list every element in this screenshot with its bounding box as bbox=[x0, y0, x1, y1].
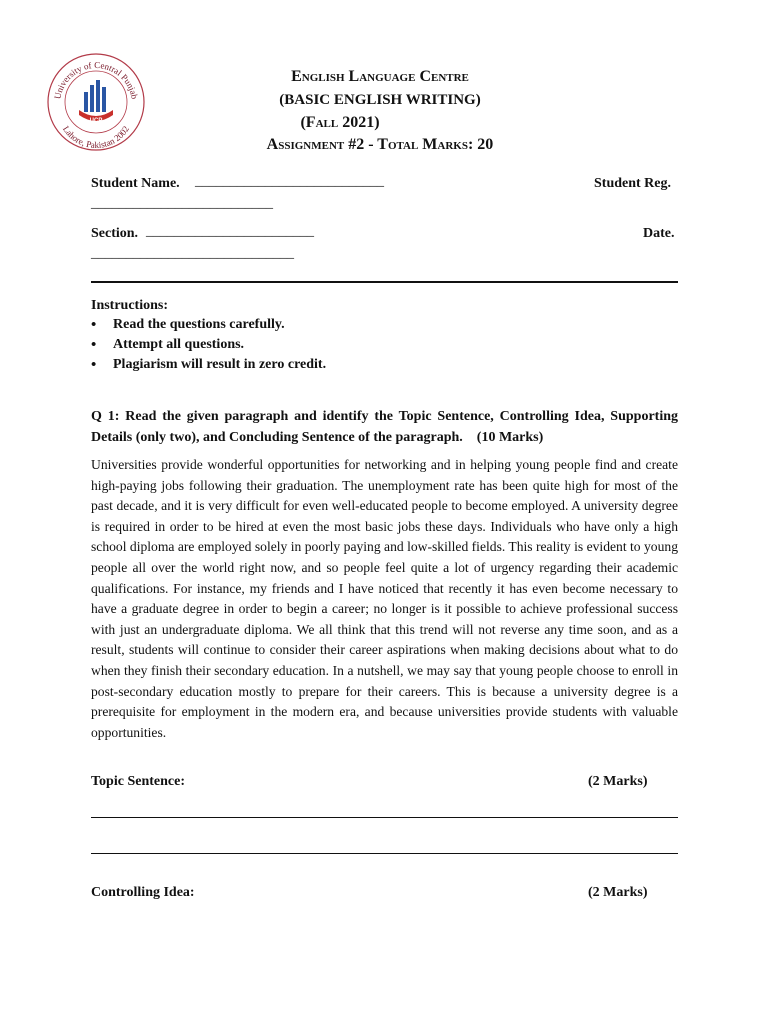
centre-title: English Language Centre bbox=[291, 68, 469, 85]
header-divider bbox=[91, 281, 678, 283]
logo-ring-bottom-text: Lahore, Pakistan 2002 bbox=[60, 124, 131, 151]
question-1-paragraph: Universities provide wonderful opportunities for networking and in helping young people find and create high-paying jobs following their graduation. The unemployment rate has been quite high for most of the past decade, and it is very difficult for even well-educated people to become employed. A university degree is required in order to be hired at even the most basic jobs these days. Individuals who have only a high school diploma are employed solely in poorly paying and low-skilled fields. This reality is evident to young people all over the world right now, and so people feel quite a lot of urgency regarding their academic qualifications. For instance, my friends and I have noticed that recently it has even become necessary to have a graduate degree in order to begin a career; no longer is it possible to achieve professional success with just an undergraduate diploma. We all think that this trend will not reverse any time soon, and as a result, students will continue to consider their career aspirations when making decisions about what to do when they finish their secondary education. In a nutshell, we may say that young people choose to enroll in post-secondary education mostly to prepare for their careers. This is because a university degree is a prerequisite for employment in the modern era, and because universities provide students with valuable opportunities. bbox=[91, 457, 678, 740]
instructions-title: Instructions: bbox=[91, 298, 169, 313]
instruction-item: • Plagiarism will result in zero credit. bbox=[91, 355, 326, 375]
student-name-field[interactable]: ___________________________ bbox=[195, 174, 384, 189]
question-1-text: Q 1: Read the given paragraph and identify the Topic Sentence, Controlling Idea, Supporting Details (only two), and Concluding Sentence of the paragraph. bbox=[91, 409, 678, 445]
topic-sentence-label: Topic Sentence: bbox=[91, 774, 185, 789]
term-title: (Fall 2021) bbox=[300, 114, 380, 131]
student-reg-field[interactable]: __________________________ bbox=[91, 196, 273, 211]
assignment-title: Assignment #2 - Total Marks: 20 bbox=[266, 136, 494, 153]
university-logo bbox=[46, 52, 146, 152]
question-1-prompt bbox=[91, 406, 678, 448]
question-1-marks: (10 Marks) bbox=[476, 430, 544, 445]
date-field[interactable]: _____________________________ bbox=[91, 246, 294, 261]
topic-sentence-answer-line[interactable] bbox=[91, 817, 678, 818]
logo-ring-top-text: University of Central Punjab bbox=[52, 59, 140, 100]
controlling-idea-marks: (2 Marks) bbox=[588, 885, 648, 900]
topic-sentence-marks: (2 Marks) bbox=[588, 774, 648, 789]
instruction-item: • Attempt all questions. bbox=[91, 335, 326, 355]
controlling-idea-label: Controlling Idea: bbox=[91, 885, 195, 900]
date-label: Date. bbox=[643, 226, 675, 241]
instruction-item: • Read the questions carefully. bbox=[91, 315, 326, 335]
course-title: (BASIC ENGLISH WRITING) bbox=[279, 92, 481, 108]
section-field[interactable]: ________________________ bbox=[146, 224, 314, 239]
student-name-label: Student Name. bbox=[91, 176, 180, 191]
svg-text:Lahore, Pakistan 2002 bbox=[61, 124, 131, 150]
student-reg-label: Student Reg. bbox=[594, 176, 672, 191]
logo-emblem-text: UCP bbox=[89, 118, 103, 124]
logo-emblem bbox=[79, 80, 113, 124]
topic-sentence-answer-line[interactable] bbox=[91, 853, 678, 854]
instructions-list bbox=[91, 315, 326, 375]
section-label: Section. bbox=[91, 226, 139, 241]
